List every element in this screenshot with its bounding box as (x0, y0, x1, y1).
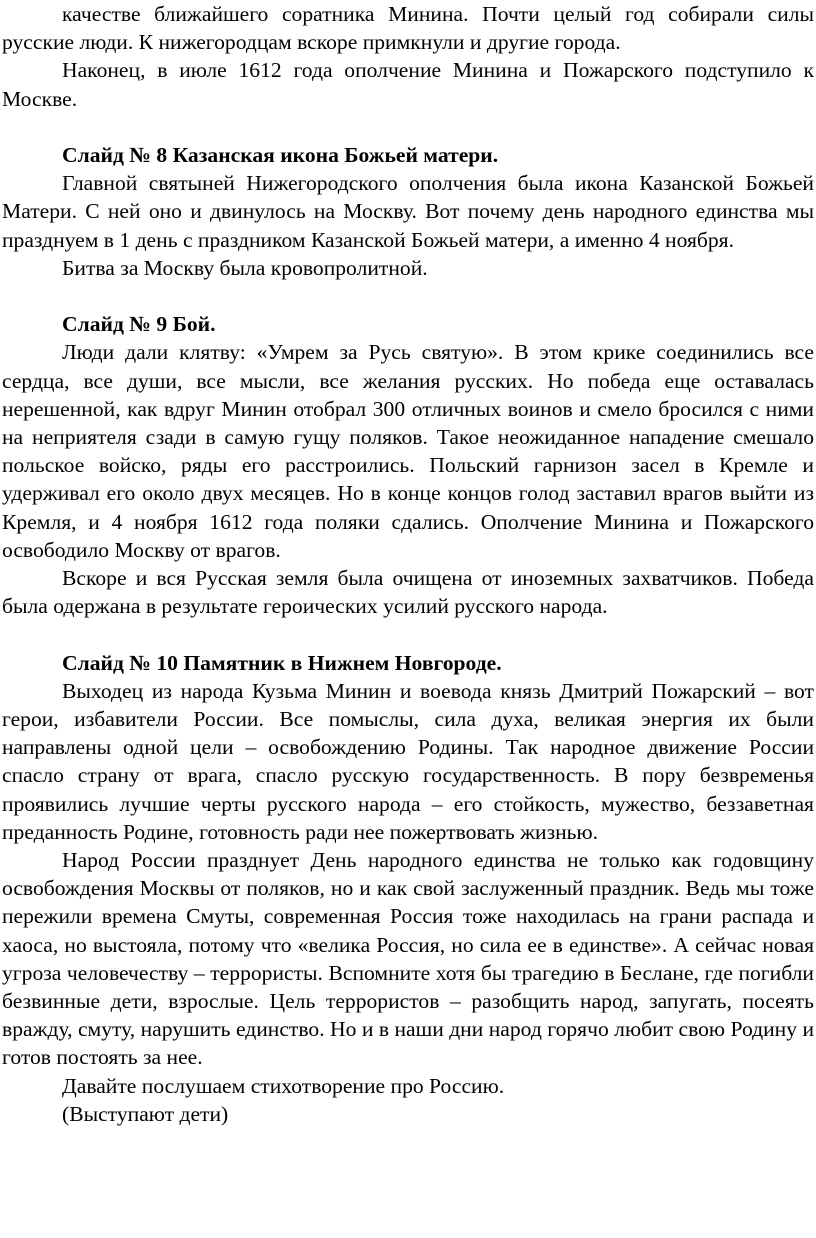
section-heading: Слайд № 10 Памятник в Нижнем Новгороде. (62, 650, 502, 675)
section-slide-8 (2, 141, 814, 282)
intro-paragraph-2: Наконец, в июле 1612 года ополчение Минина и Пожарского подступило к Москве. (2, 58, 814, 111)
section-paragraph: Битва за Москву была кровопролитной. (62, 255, 428, 280)
section-paragraph: Люди дали клятву: «Умрем за Русь святую». В этом крике соединились все сердца, все души, все мысли, все желания русских. Но победа еще оставалась нерешенной, как вдруг Минин отобрал 300 отличных воинов и смело бросился с ними на неприятеля сзади в самую гущу поляков. Такое неожиданное нападение смешало польское войско, ряды его расстроились. Польский гарнизон засел в Кремле и удерживал его около двух месяцев. Но в конце концов голод заставил врагов выйти из Кремля, и 4 ноября 1612 года поляки сдались. Ополчение Минина и Пожарского освободило Москву от врагов. (2, 340, 814, 562)
section-paragraph: Главной святыней Нижегородского ополчения была икона Казанской Божьей Матери. С ней оно и двинулось на Москву. Вот почему день народного единства мы празднуем в 1 день с праздником Казанской Божьей матери, а именно 4 ноября. (2, 171, 814, 252)
section-paragraph: Давайте послушаем стихотворение про Россию. (62, 1073, 505, 1098)
intro-paragraph-1: качестве ближайшего соратника Минина. Почти целый год собирали силы русские люди. К нижегородцам вскоре примкнули и другие города. (2, 2, 814, 55)
spacer (2, 620, 814, 648)
section-heading: Слайд № 8 Казанская икона Божьей матери. (62, 143, 499, 167)
section-heading: Слайд № 9 Бой. (62, 312, 216, 337)
section-paragraph: Народ России празднует День народного единства не только как годовщину освобождения Москвы от поляков, но и как свой заслуженный праздник. Ведь мы тоже пережили времена Смуты, современная Россия тоже находилась на грани распада и хаоса, но выстояла, потому что «велика Россия, но сила ее в единстве». А сейчас новая угроза человечеству – террористы. Вспомните хотя бы трагедию в Беслане, где погибли безвинные дети, взрослые. Цель террористов – разобщить народ, запугать, посеять вражду, смуту, нарушить единство. Но и в наши дни народ горячо любит свою Родину и готов постоять за нее. (2, 848, 814, 1070)
spacer (2, 113, 814, 141)
section-paragraph: Выходец из народа Кузьма Минин и воевода князь Дмитрий Пожарский – вот герои, избавители России. Все помыслы, сила духа, великая энергия их были направлены одной цели – освобождению Родины. Так народное движение России спасло страну от врага, спасло русскую государственность. В пору безвременья проявились лучшие черты русского народа – его стойкость, мужество, беззаветная преданность Родине, готовность ради нее пожертвовать жизнью. (2, 678, 814, 844)
section-slide-10 (2, 649, 814, 1128)
spacer (2, 282, 814, 310)
section-paragraph: (Выступают дети) (62, 1101, 229, 1126)
section-paragraph: Вскоре и вся Русская земля была очищена от иноземных захватчиков. Победа была одержана в результате героических усилий русского народа. (2, 566, 814, 619)
section-slide-9 (2, 310, 814, 620)
